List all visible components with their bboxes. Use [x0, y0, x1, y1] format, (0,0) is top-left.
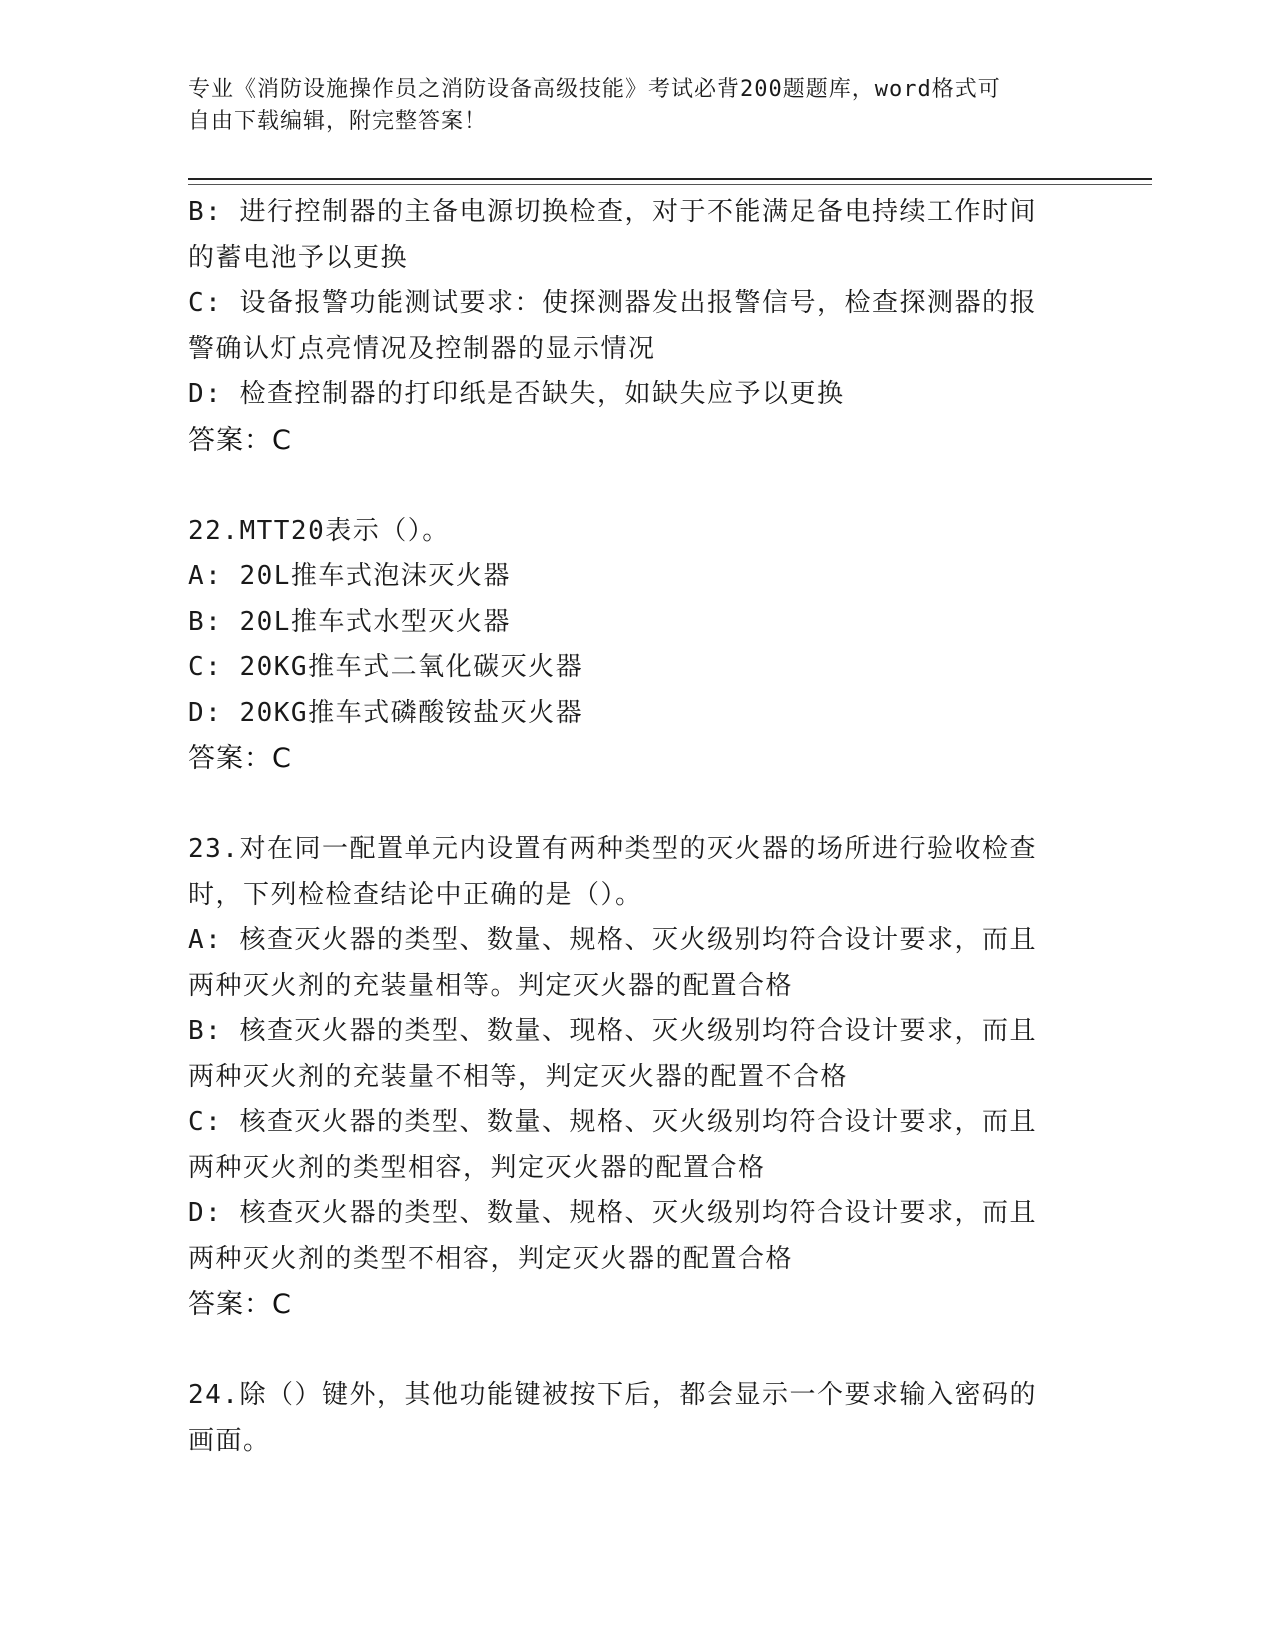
- q22-option-d: D: 20KG推车式磷酸铵盐灭火器: [188, 697, 584, 728]
- q23-option-a-line-2: 两种灭火剂的充装量相等。判定灭火器的配置合格: [188, 970, 794, 1001]
- header-title-line-1: 专业《消防设施操作员之消防设备高级技能》考试必背200题题库，word格式可: [188, 77, 1001, 102]
- q23-option-a-line-1: A: 核查灭火器的类型、数量、规格、灭火级别均符合设计要求，而且: [188, 925, 1037, 955]
- q23-option-b-line-1: B: 核查灭火器的类型、数量、现格、灭火级别均符合设计要求，而且: [188, 1016, 1037, 1046]
- q22-stem: 22.MTT20表示（）。: [188, 515, 450, 546]
- spacer: [188, 1328, 1078, 1374]
- question-22: [188, 509, 1078, 782]
- question-21-continued: [188, 190, 1078, 463]
- q22-answer: 答案：C: [188, 743, 292, 774]
- header-title-line-2: 自由下载编辑，附完整答案！: [188, 109, 488, 134]
- spacer: [188, 782, 1078, 828]
- q21-option-c-line-2: 警确认灯点亮情况及控制器的显示情况: [188, 333, 656, 364]
- q23-stem-line-1: 23.对在同一配置单元内设置有两种类型的灭火器的场所进行验收检查: [188, 834, 1037, 864]
- q23-option-c-line-1: C: 核查灭火器的类型、数量、规格、灭火级别均符合设计要求，而且: [188, 1107, 1037, 1137]
- q21-option-c-line-1: C: 设备报警功能测试要求：使探测器发出报警信号，检查探测器的报: [188, 288, 1037, 318]
- q22-option-c: C: 20KG推车式二氧化碳灭火器: [188, 652, 584, 682]
- spacer: [188, 463, 1078, 509]
- q22-option-b: B: 20L推车式水型灭火器: [188, 606, 511, 637]
- document-body: [188, 190, 1078, 1464]
- question-24: [188, 1373, 1078, 1464]
- q21-answer: 答案：C: [188, 424, 292, 456]
- q21-option-b-line-1: B: 进行控制器的主备电源切换检查，对于不能满足备电持续工作时间: [188, 197, 1037, 227]
- q24-stem-line-2: 画面。: [188, 1425, 271, 1456]
- q21-option-d: D: 检查控制器的打印纸是否缺失，如缺失应予以更换: [188, 379, 845, 409]
- question-23: [188, 827, 1078, 1328]
- q23-option-b-line-2: 两种灭火剂的充装量不相等，判定灭火器的配置不合格: [188, 1061, 849, 1092]
- q23-stem-line-2: 时，下列检检查结论中正确的是（）。: [188, 879, 643, 910]
- q23-option-d-line-2: 两种灭火剂的类型不相容，判定灭火器的配置合格: [188, 1243, 794, 1274]
- q21-option-b-line-2: 的蓄电池予以更换: [188, 242, 409, 273]
- q24-stem-line-1: 24.除（）键外，其他功能键被按下后，都会显示一个要求输入密码的: [188, 1380, 1037, 1410]
- document-header: [188, 74, 1068, 138]
- q23-option-d-line-1: D: 核查灭火器的类型、数量、规格、灭火级别均符合设计要求，而且: [188, 1198, 1037, 1228]
- q23-answer: 答案：C: [188, 1289, 292, 1320]
- header-divider-thin: [188, 184, 1152, 185]
- q22-option-a: A: 20L推车式泡沫灭火器: [188, 561, 511, 591]
- q23-option-c-line-2: 两种灭火剂的类型相容，判定灭火器的配置合格: [188, 1152, 766, 1183]
- header-divider-thick: [188, 178, 1152, 180]
